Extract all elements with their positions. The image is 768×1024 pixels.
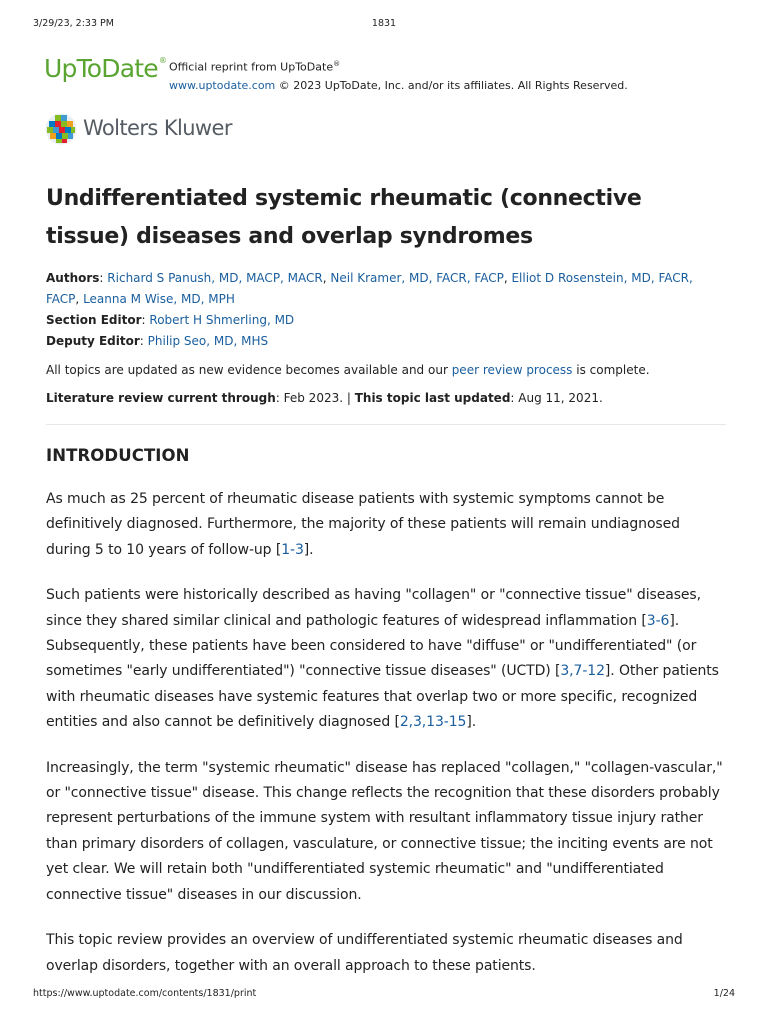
section-heading: INTRODUCTION — [46, 446, 190, 465]
author-link[interactable]: Neil Kramer, MD, FACR, FACP — [330, 271, 504, 285]
author-link[interactable]: Richard S Panush, MD, MACP, MACR — [107, 271, 323, 285]
paragraph-2: Such patients were historically described as having "collagen" or "connective tissue" diseases, since they shared similar clinical and pathologic features of widespread inflammation [3-6]. Subsequently, these patients have been considered to have "diffuse" or "undifferentiated" (or sometimes "early undifferentiated") "connective tissue diseases" (UCTD) [3,7-12]. Other patients with rheumatic diseases have systemic features that overlap two or more specific, recognized entities and also cannot be definitively diagnosed [2,3,13-15]. — [46, 587, 719, 731]
print-header — [33, 18, 735, 32]
reprint-text: Official reprint from UpToDate — [169, 60, 334, 74]
paragraph-1: As much as 25 percent of rheumatic disease patients with systemic symptoms cannot be definitively diagnosed. Furthermore, the majority of these patients will remain undiagnosed during 5 to 10 years of follow-up [1-3]. — [46, 491, 680, 558]
lit-review-label: Literature review current through — [46, 391, 276, 405]
reference-link[interactable]: 1-3 — [281, 541, 304, 558]
copyright-text: © 2023 UpToDate, Inc. and/or its affiliates. All Rights Reserved. — [275, 78, 628, 92]
author-link[interactable]: Elliot D Rosenstein, MD, FACR, FACP — [46, 271, 693, 306]
authors-line: Authors: Richard S Panush, MD, MACP, MACR, Neil Kramer, MD, FACR, FACP, Elliot D Rosenstein, MD, FACR, FACP, Leanna M Wise, MD, MPH — [46, 271, 693, 306]
deputy-editor-line: Deputy Editor: Philip Seo, MD, MHS — [46, 334, 269, 348]
page-number: 1/24 — [713, 988, 735, 999]
divider — [46, 424, 726, 425]
section-editor-link[interactable]: Robert H Shmerling, MD — [149, 313, 295, 327]
brand-header — [44, 52, 728, 92]
publisher-name: Wolters Kluwer — [83, 116, 232, 140]
print-url: https://www.uptodate.com/contents/1831/print — [33, 988, 257, 999]
uptodate-site-link[interactable]: www.uptodate.com — [169, 78, 276, 92]
authors-label: Authors — [46, 271, 100, 285]
paragraph-4: This topic review provides an overview of undifferentiated systemic rheumatic diseases and overlap disorders, together with an overall approach to these patients. — [46, 932, 683, 974]
reference-link[interactable]: 3-6 — [646, 612, 670, 629]
last-updated-label: This topic last updated — [354, 391, 511, 405]
section-editor-label: Section Editor — [46, 313, 142, 327]
reference-link[interactable]: 2,3,13-15 — [399, 714, 467, 731]
uptodate-logo[interactable]: UpToDate® — [44, 54, 167, 83]
wolters-kluwer-mark-icon — [45, 113, 77, 145]
update-note: All topics are updated as new evidence becomes available and our peer review process is complete. — [46, 363, 650, 377]
paragraph-3: Increasingly, the term "systemic rheumatic" disease has replaced "collagen," "collagen-vascular," or "connective tissue" disease. This change reflects the recognition that these disorders probably represent perturbations of the immune system with resultant inflammatory tissue injury rather than primary disorders of collagen, vasculature, or connective tissue; the inciting events are not yet clear. We will retain both "undifferentiated systemic rheumatic" and "undifferentiated connective tissue" diseases in our discussion. — [46, 759, 723, 903]
article-title: Undifferentiated systemic rheumatic (connective tissue) diseases and overlap syndromes — [46, 186, 642, 249]
peer-review-link[interactable]: peer review process — [451, 363, 573, 377]
section-editor-line: Section Editor: Robert H Shmerling, MD — [46, 313, 295, 327]
article-meta — [46, 268, 726, 352]
review-dates — [46, 389, 726, 407]
lit-review-value: : Feb 2023. | — [275, 391, 355, 405]
author-link[interactable]: Leanna M Wise, MD, MPH — [83, 292, 235, 306]
print-datetime: 3/29/23, 2:33 PM — [33, 18, 114, 29]
article — [46, 180, 726, 979]
deputy-editor-label: Deputy Editor — [46, 334, 140, 348]
reprint-notice: Official reprint from UpToDate® www.uptodate.com © 2023 UpToDate, Inc. and/or its affiliates. All Rights Reserved. — [169, 60, 628, 92]
last-updated-value: : Aug 11, 2021. — [510, 391, 603, 405]
deputy-editor-link[interactable]: Philip Seo, MD, MHS — [147, 334, 269, 348]
print-footer — [33, 988, 735, 1002]
print-page-title: 1831 — [371, 18, 397, 29]
reference-link[interactable]: 3,7-12 — [560, 663, 605, 680]
